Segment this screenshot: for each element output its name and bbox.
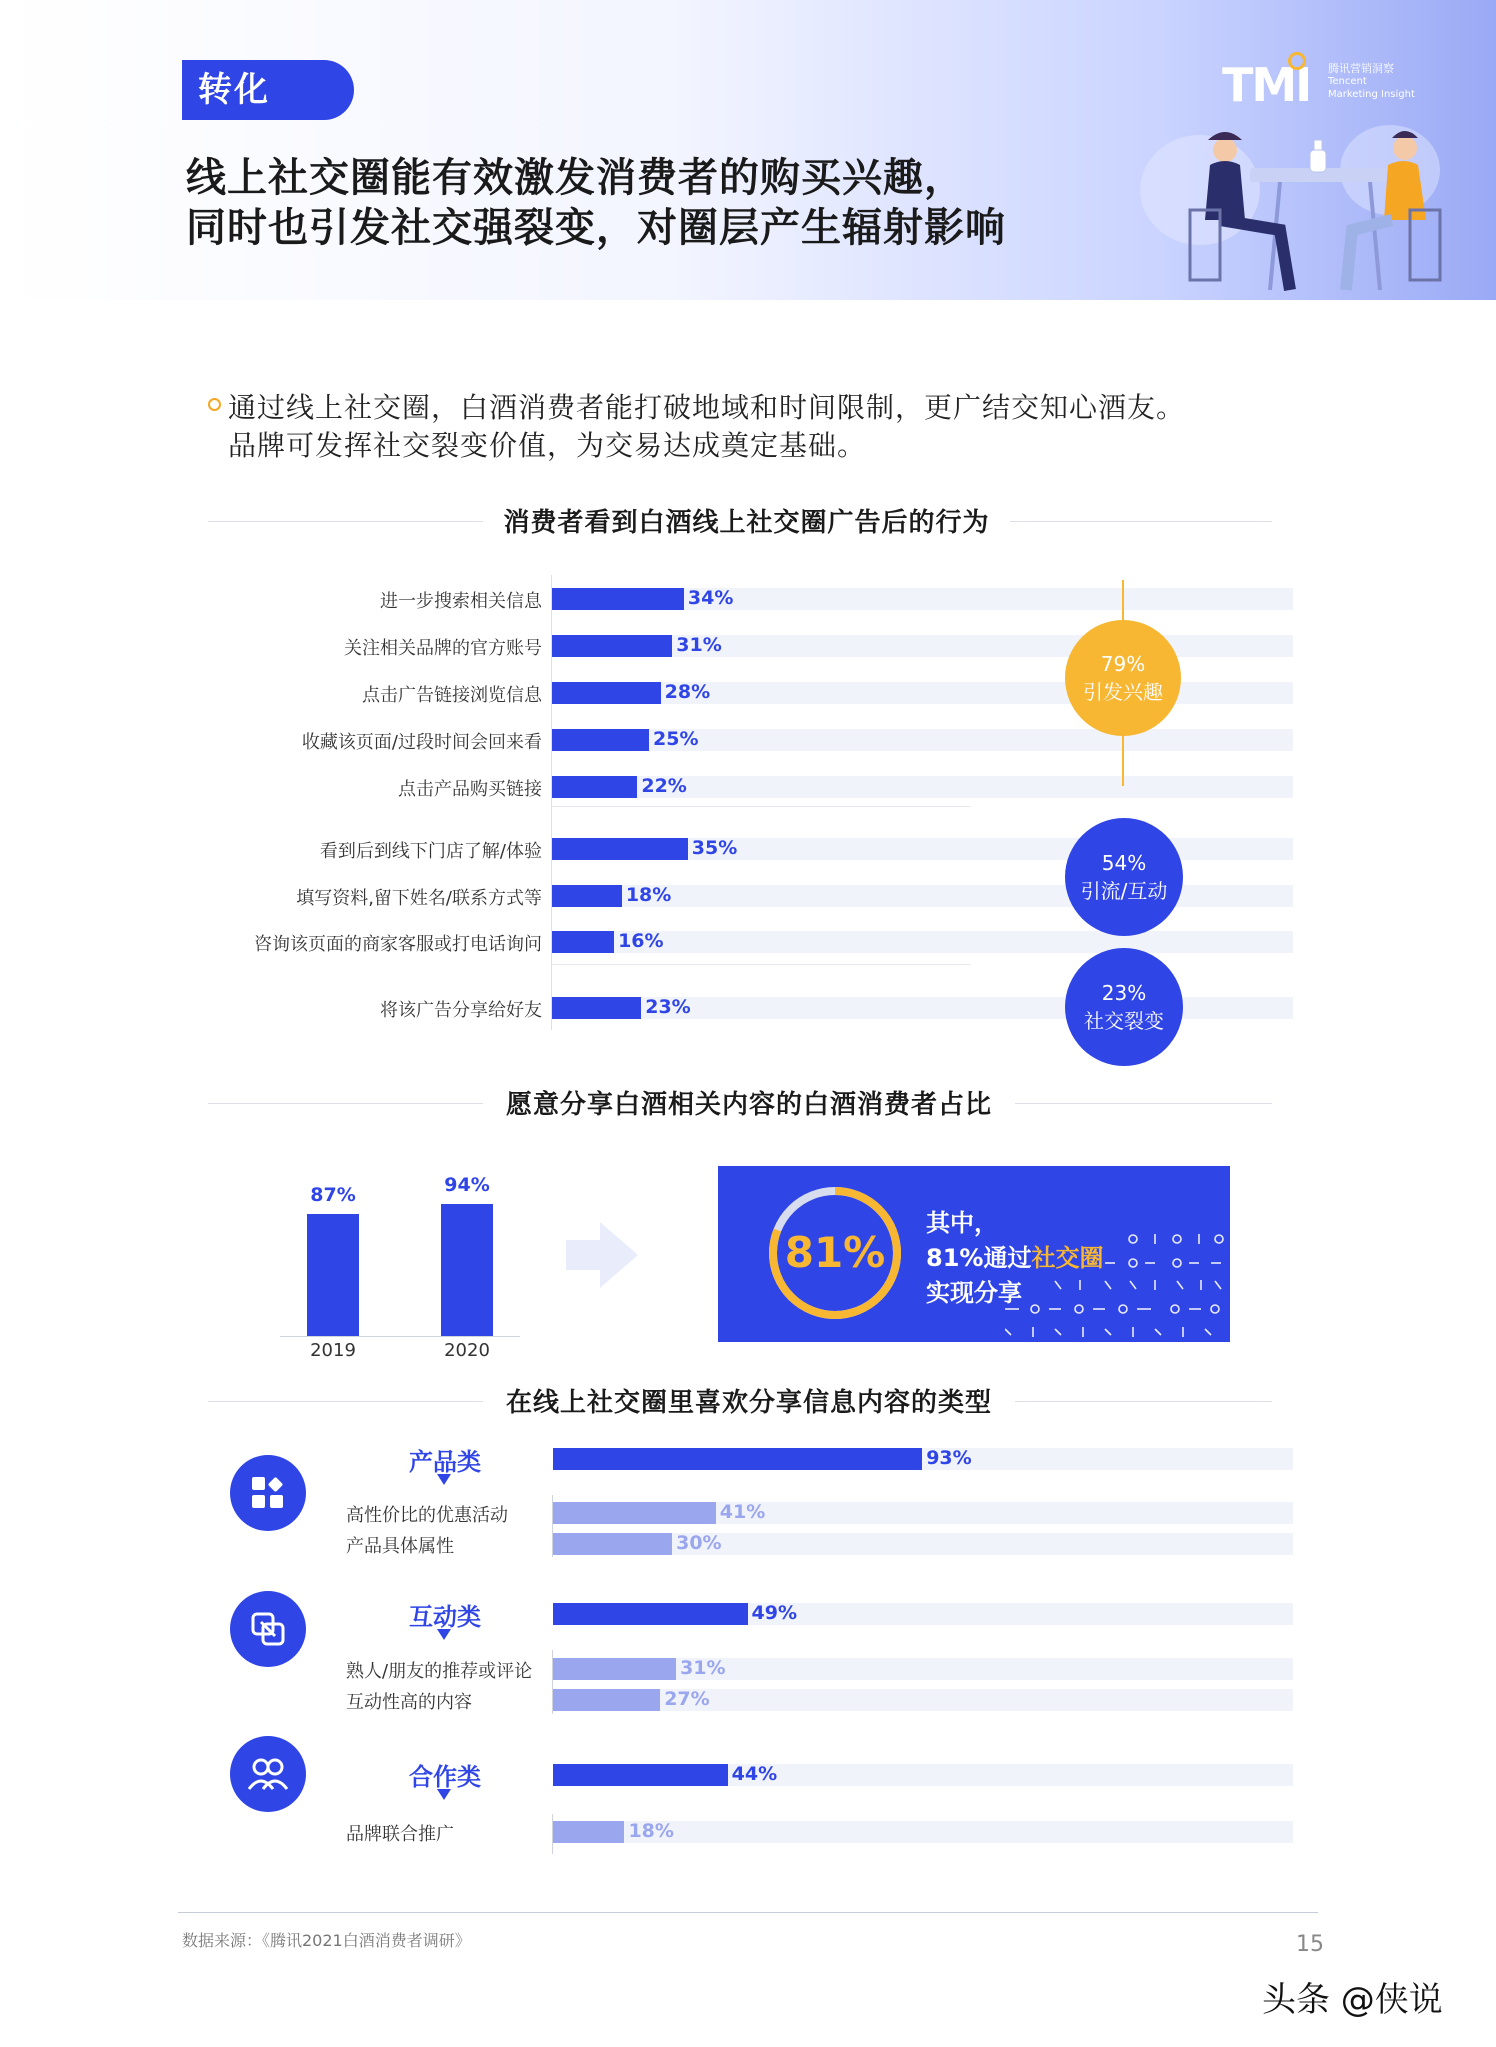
callout-text2: 81%通过社交圈 — [926, 1244, 1104, 1272]
bar — [553, 1821, 624, 1843]
page-title-line2: 同时也引发社交强裂变，对圈层产生辐射影响 — [186, 205, 1006, 251]
link-icon — [230, 1591, 306, 1667]
value-label: 94% — [444, 1174, 490, 1197]
bar — [553, 1448, 922, 1470]
subcategory-label: 产品具体属性 — [346, 1536, 454, 1557]
value-label: 31% — [680, 1657, 726, 1679]
section-divider — [208, 1103, 483, 1104]
section-divider — [1015, 1401, 1272, 1402]
subcategory-label: 熟人/朋友的推荐或评论 — [346, 1661, 533, 1682]
bar — [307, 1214, 359, 1336]
value-label: 22% — [641, 775, 687, 797]
value-label: 87% — [310, 1184, 356, 1207]
value-label: 25% — [653, 728, 699, 750]
bar — [552, 635, 672, 657]
category-label: 看到后到线下门店了解/体验 — [319, 841, 542, 862]
bar — [553, 1603, 748, 1625]
tick-label: 2020 — [444, 1340, 490, 1361]
meeting-illustration — [1130, 110, 1460, 300]
value-label: 18% — [625, 884, 672, 906]
page-number: 15 — [1296, 1932, 1324, 1957]
category-label: 关注相关品牌的官方账号 — [344, 638, 542, 659]
bullet-dot-icon — [208, 398, 221, 411]
section-divider — [1015, 1103, 1272, 1104]
category-name: 产品类 — [409, 1448, 481, 1476]
value-label: 34% — [687, 587, 734, 609]
fission-label: 社交裂变 — [1084, 1009, 1164, 1033]
group-separator — [551, 806, 971, 807]
value-label: 23% — [645, 996, 691, 1018]
category-name: 合作类 — [409, 1763, 481, 1791]
subcategory-label: 高性价比的优惠活动 — [346, 1505, 508, 1526]
bar — [552, 729, 649, 751]
decorative-pattern — [1005, 1225, 1225, 1340]
bar — [553, 1502, 716, 1524]
value-label: 93% — [926, 1447, 972, 1469]
chart3-title: 在线上社交圈里喜欢分享信息内容的类型 — [505, 1388, 992, 1418]
section-divider — [208, 521, 483, 522]
intro-line2: 品牌可发挥社交裂变价值，为交易达成奠定基础。 — [228, 429, 867, 462]
section-divider — [1010, 521, 1272, 522]
bar — [552, 885, 622, 907]
bar — [553, 1533, 672, 1555]
value-label: 35% — [691, 837, 738, 859]
tmi-logo: TMI — [1222, 58, 1311, 112]
value-label: 44% — [731, 1763, 778, 1785]
bar — [553, 1658, 676, 1680]
bar — [553, 1764, 728, 1786]
value-label: 49% — [751, 1602, 797, 1624]
category-label: 填写资料,留下姓名/联系方式等 — [296, 888, 542, 909]
group-separator — [551, 964, 971, 965]
bar-track — [552, 682, 1293, 704]
fission-pct: 23% — [1101, 981, 1147, 1005]
interest-pct: 79% — [1100, 652, 1146, 676]
bar — [552, 776, 637, 798]
callout-text1: 其中， — [926, 1209, 998, 1237]
value-label: 18% — [628, 1820, 674, 1842]
fission-circle — [1065, 948, 1183, 1066]
category-label: 进一步搜索相关信息 — [380, 591, 542, 612]
bar — [552, 931, 614, 953]
category-label: 将该广告分享给好友 — [380, 1000, 542, 1021]
arrow-right-icon — [566, 1222, 638, 1288]
page-title-line1: 线上社交圈能有效激发消费者的购买兴趣， — [186, 155, 965, 201]
bar — [552, 682, 661, 704]
grid-icon — [230, 1455, 306, 1531]
bar — [552, 838, 688, 860]
interest-circle — [1065, 620, 1181, 736]
category-label: 咨询该页面的商家客服或打电话询问 — [254, 934, 542, 955]
chart1-axis — [551, 575, 552, 1030]
value-label: 41% — [719, 1501, 766, 1523]
intro-line1: 通过线上社交圈，白酒消费者能打破地域和时间限制，更广结交知心酒友。 — [228, 391, 1186, 424]
bar — [552, 588, 684, 610]
bar — [553, 1689, 660, 1711]
footer-divider — [178, 1912, 1318, 1913]
chevron-down-icon — [437, 1789, 451, 1800]
chart1-title: 消费者看到白酒线上社交圈广告后的行为 — [503, 508, 990, 538]
subcategory-label: 品牌联合推广 — [346, 1824, 454, 1845]
people-icon — [230, 1736, 306, 1812]
value-label: 27% — [664, 1688, 710, 1710]
category-name: 互动类 — [409, 1603, 481, 1631]
logo-dot-icon — [1288, 52, 1306, 70]
value-label: 31% — [676, 634, 722, 656]
data-source: 数据来源：《腾讯2021白酒消费者调研》 — [182, 1931, 471, 1950]
watermark: 头条 @侠说 — [1262, 1980, 1443, 2020]
chevron-down-icon — [437, 1629, 451, 1640]
traffic-pct: 54% — [1101, 851, 1147, 875]
section-divider — [208, 1401, 483, 1402]
ring-value: 81% — [784, 1228, 886, 1277]
traffic-circle — [1065, 818, 1183, 936]
bar — [552, 997, 641, 1019]
chart2-title: 愿意分享白酒相关内容的白酒消费者占比 — [505, 1090, 992, 1120]
category-label: 收藏该页面/过段时间会回来看 — [301, 732, 542, 753]
tick-label: 2019 — [310, 1340, 356, 1361]
bar — [441, 1204, 493, 1336]
interest-label: 引发兴趣 — [1083, 680, 1163, 704]
section-tag: 转化 — [182, 60, 354, 120]
x-axis — [280, 1336, 520, 1337]
logo-caption: 腾讯营销洞察 Tencent Marketing Insight — [1328, 62, 1415, 100]
value-label: 28% — [664, 681, 711, 703]
value-label: 16% — [618, 930, 664, 952]
chevron-down-icon — [437, 1474, 451, 1485]
subcategory-label: 互动性高的内容 — [346, 1692, 472, 1713]
traffic-label: 引流/互动 — [1080, 879, 1168, 903]
value-label: 30% — [676, 1532, 722, 1554]
category-label: 点击产品购买链接 — [398, 779, 542, 800]
category-label: 点击广告链接浏览信息 — [362, 685, 542, 706]
callout-text3: 实现分享 — [926, 1279, 1022, 1307]
